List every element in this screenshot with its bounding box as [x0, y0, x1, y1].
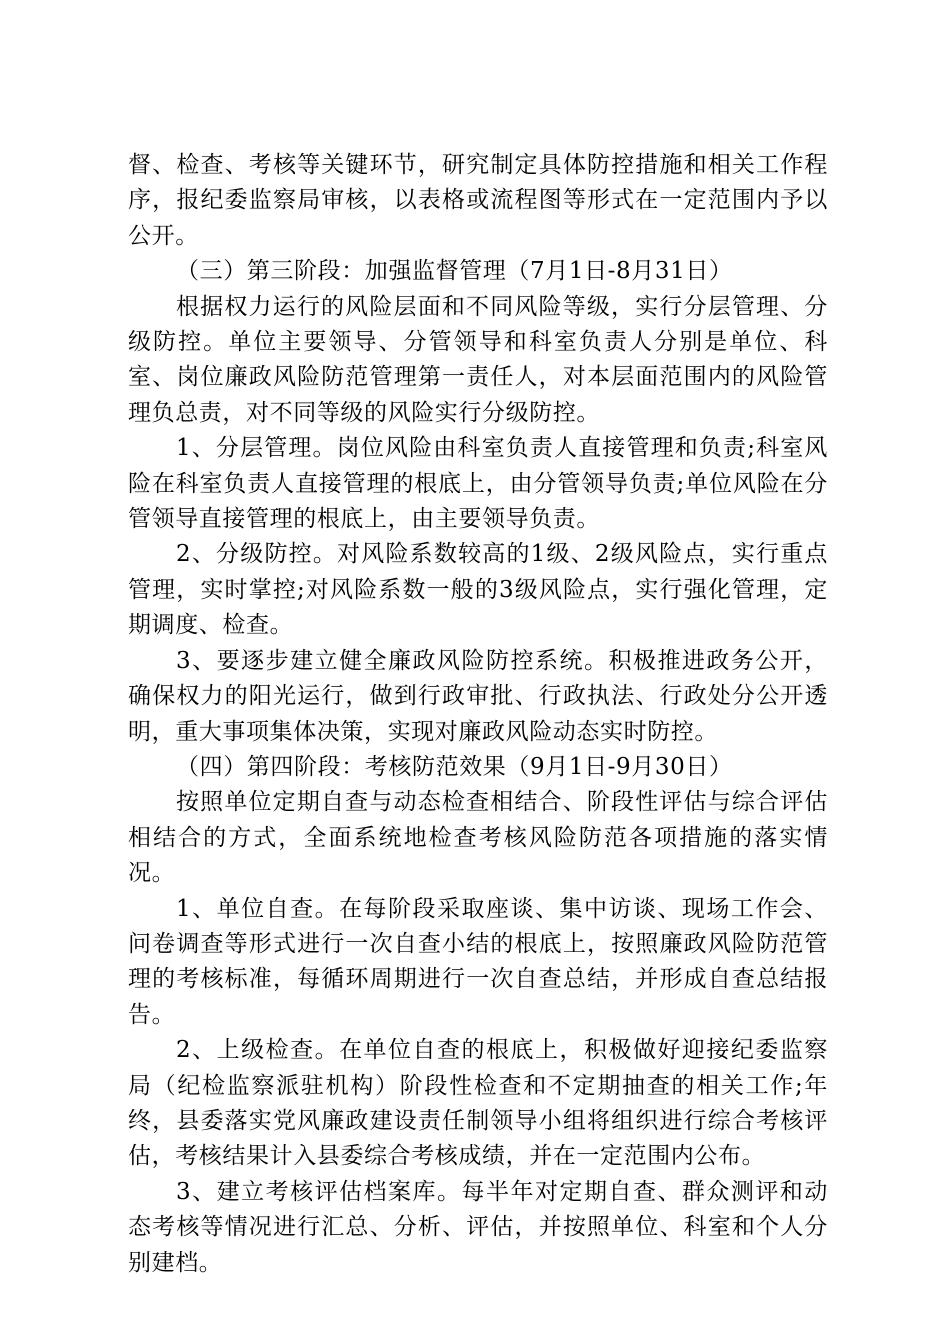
paragraph-layered-management: 1、分层管理。岗位风险由科室负责人直接管理和负责;科室风险在科室负责人直接管理的根底上，由分管领导负责;单位风险在分管领导直接管理的根底上，由主要领导负责。: [128, 435, 828, 533]
section-heading-stage-3: （三）第三阶段：加强监督管理（7月1日-8月31日）: [176, 258, 733, 285]
paragraph-stage-3-intro: 根据权力运行的风险层面和不同风险等级，实行分层管理、分级防控。单位主要领导、分管领导和科室负责人分别是单位、科室、岗位廉政风险防范管理第一责任人，对本层面范围内的风险管理负总责，对不同等级的风险实行分级防控。: [128, 293, 828, 426]
paragraph-graded-control: 2、分级防控。对风险系数较高的1级、2级风险点，实行重点管理，实时掌控;对风险系数一般的3级风险点，实行强化管理，定期调度、检查。: [128, 541, 828, 639]
document-body: [128, 148, 828, 1281]
paragraph-superior-inspection: 2、上级检查。在单位自查的根底上，积极做好迎接纪委监察局（纪检监察派驻机构）阶段性检查和不定期抽查的相关工作;年终，县委落实党风廉政建设责任制领导小组将组织进行综合考核评估，考核结果计入县委综合考核成绩，并在一定范围内公布。: [128, 1037, 828, 1170]
paragraph-control-system: 3、要逐步建立健全廉政风险防控系统。积极推进政务公开，确保权力的阳光运行，做到行政审批、行政执法、行政处分公开透明，重大事项集体决策，实现对廉政风险动态实时防控。: [128, 647, 828, 745]
paragraph-continuation: 督、检查、考核等关键环节，研究制定具体防控措施和相关工作程序，报纪委监察局审核，以表格或流程图等形式在一定范围内予以公开。: [128, 152, 828, 249]
paragraph-stage-4-intro: 按照单位定期自查与动态检查相结合、阶段性评估与综合评估相结合的方式，全面系统地检查考核风险防范各项措施的落实情况。: [128, 789, 828, 887]
paragraph-self-inspection: 1、单位自查。在每阶段采取座谈、集中访谈、现场工作会、问卷调查等形式进行一次自查小结的根底上，按照廉政风险防范管理的考核标准，每循环周期进行一次自查总结，并形成自查总结报告。: [128, 895, 828, 1028]
section-heading-stage-4: （四）第四阶段：考核防范效果（9月1日-9月30日）: [176, 753, 733, 780]
paragraph-archive: 3、建立考核评估档案库。每半年对定期自查、群众测评和动态考核等情况进行汇总、分析、评估，并按照单位、科室和个人分别建档。: [128, 1178, 828, 1276]
